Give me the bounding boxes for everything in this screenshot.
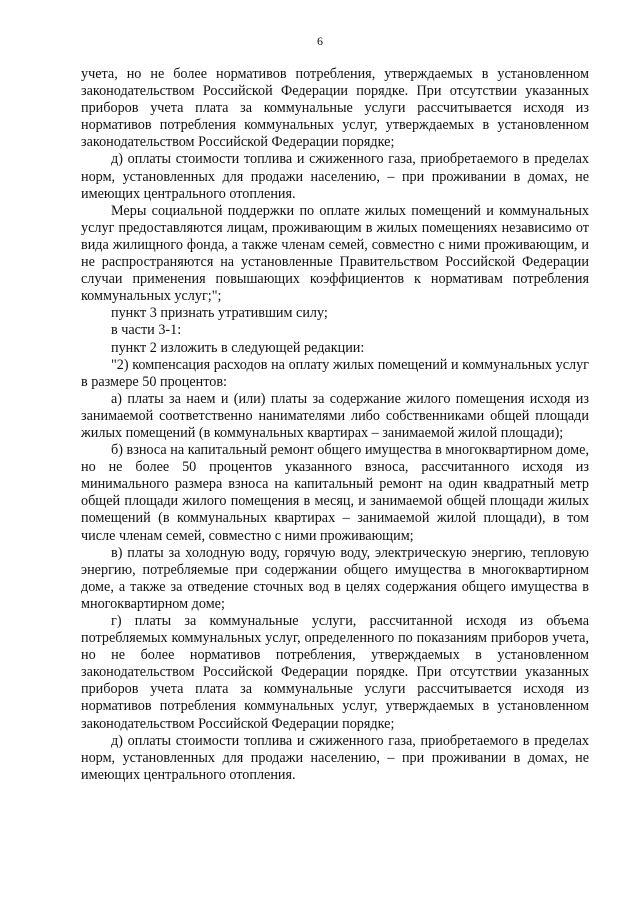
paragraph: д) оплаты стоимости топлива и сжиженного газа, приобретаемого в пределах норм, установленных для продажи населению, – при проживании в домах, не имеющих центрального отопления.	[81, 151, 589, 202]
paragraph: в) платы за холодную воду, горячую воду, электрическую энергию, тепловую энергию, потребляемые при содержании общего имущества в многоквартирном доме, а также за отведение сточных вод в целях содержания общего имущества в многоквартирном доме;	[81, 544, 589, 612]
paragraph: пункт 2 изложить в следующей редакции:	[111, 339, 365, 356]
paragraph: пункт 3 признать утратившим силу;	[111, 305, 328, 322]
document-body	[81, 66, 589, 784]
paragraph: д) оплаты стоимости топлива и сжиженного газа, приобретаемого в пределах норм, установленных для продажи населению, – при проживании в домах, не имеющих центрального отопления.	[81, 732, 589, 783]
paragraph: а) платы за наем и (или) платы за содержание жилого помещения исходя из занимаемой соответственно нанимателями либо собственниками общей площади жилых помещений (в коммунальных квартирах – занимаемой жилой площади);	[81, 390, 589, 441]
page-number: 6	[317, 34, 323, 48]
paragraph: г) платы за коммунальные услуги, рассчитанной исходя из объема потребляемых коммунальных услуг, определенного по показаниям приборов учета, но не более нормативов потребления, утверждаемых в установленном законодательством Российской Федерации порядке. При отсутствии указанных приборов учета плата за коммунальные услуги рассчитывается исходя из нормативов потребления коммунальных услуг, утверждаемых в установленном законодательством Российской Федерации порядке;	[81, 613, 589, 732]
paragraph: "2) компенсация расходов на оплату жилых помещений и коммунальных услуг в размере 50 процентов:	[81, 356, 589, 390]
paragraph: в части 3-1:	[111, 322, 182, 339]
paragraph: учета, но не более нормативов потребления, утверждаемых в установленном законодательством Российской Федерации порядке. При отсутствии указанных приборов учета плата за коммунальные услуги рассчитывается исходя из нормативов потребления коммунальных услуг, утверждаемых в установленном законодательством Российской Федерации порядке;	[81, 66, 589, 151]
paragraph: Меры социальной поддержки по оплате жилых помещений и коммунальных услуг предоставляются лицам, проживающим в жилых помещениях независимо от вида жилищного фонда, а также членам семей, совместно с ними проживающим, и не распространяются на установленные Правительством Российской Федерации случаи применения повышающих коэффициентов к нормативам потребления коммунальных услуг;";	[81, 202, 589, 305]
paragraph: б) взноса на капитальный ремонт общего имущества в многоквартирном доме, но не более 50 процентов указанного взноса, рассчитанного исходя из минимального размера взноса на капитальный ремонт на один квадратный метр общей площади жилого помещения в месяц, и занимаемой общей площади жилых помещений (в коммунальных квартирах – занимаемой жилой площади), в том числе членам семей, совместно с ними проживающим;	[81, 442, 589, 544]
